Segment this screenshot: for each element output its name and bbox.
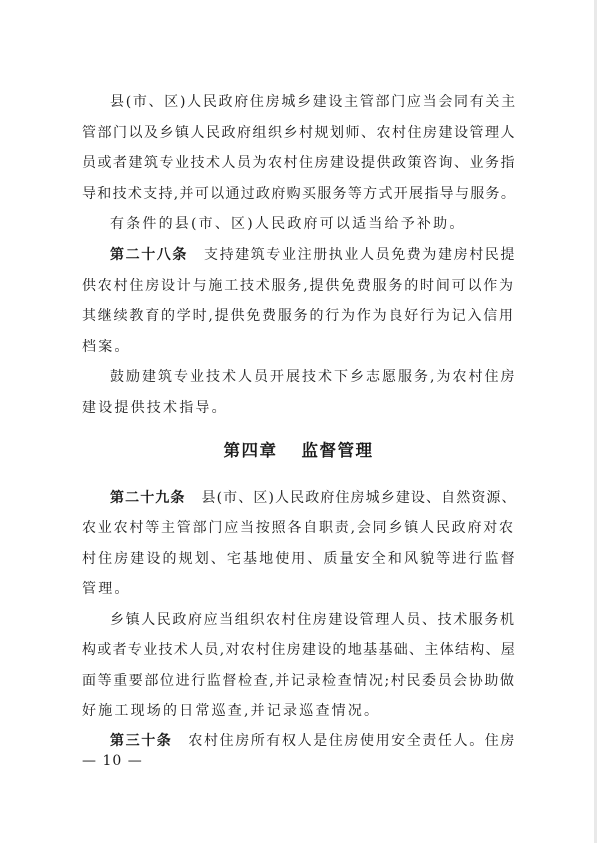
text-line: 员或者建筑专业技术人员为农村住房建设提供政策咨询、业务指 [82,155,516,171]
text-line: 农村住房所有权人是住房使用安全责任人。住房 [188,733,517,749]
text-line: 档案。 [82,339,131,355]
text-line: 建设提供技术指导。 [82,400,228,416]
text-line: 管部门以及乡镇人民政府组织乡村规划师、农村住房建设管理人 [82,125,516,141]
chapter-number: 第四章 [223,441,278,460]
article-number: 第三十条 [110,733,173,749]
text-line: 支持建筑专业注册执业人员免费为建房村民提 [204,247,516,263]
text-line: 构或者专业技术人员,对农村住房建设的地基基础、主体结构、屋 [82,642,517,658]
text-line: 乡镇人民政府应当组织农村住房建设管理人员、技术服务机 [110,612,516,628]
text-line: 鼓励建筑专业技术人员开展技术下乡志愿服务,为农村住房 [110,369,517,385]
text-line: 有条件的县(市、区)人民政府可以适当给予补助。 [110,216,466,232]
text-line: 管理。 [82,581,131,597]
text-line: 导和技术支持,并可以通过政府购买服务等方式开展指导与服务。 [82,186,517,202]
text-line: 县(市、区)人民政府住房城乡建设、自然资源、 [201,490,517,506]
text-line: 供农村住房设计与施工技术服务,提供免费服务的时间可以作为 [82,278,515,294]
article-number: 第二十九条 [110,490,186,506]
article-paragraph-first-line [110,731,516,751]
text-line: 其继续教育的学时,提供免费服务的行为作为良好行为记入信用 [82,308,515,324]
text-line: 县(市、区)人民政府住房城乡建设主管部门应当会同有关主 [110,94,517,110]
article-number: 第二十八条 [110,247,188,263]
text-line: 农业农村等主管部门应当按照各自职责,会同乡镇人民政府对农 [82,520,515,536]
text-line: 村住房建设的规划、宅基地使用、质量安全和风貌等进行监督 [82,551,517,567]
text-line: 面等重要部位进行监督检查,并记录检查情况;村民委员会协助做 [82,673,516,689]
article-paragraph-first-line [110,245,516,265]
page-number: — 10 — [82,753,143,769]
article-paragraph-first-line [110,488,517,508]
text-line: 好施工现场的日常巡查,并记录巡查情况。 [82,703,381,719]
chapter-title: 监督管理 [301,441,374,460]
chapter-heading [0,440,597,462]
